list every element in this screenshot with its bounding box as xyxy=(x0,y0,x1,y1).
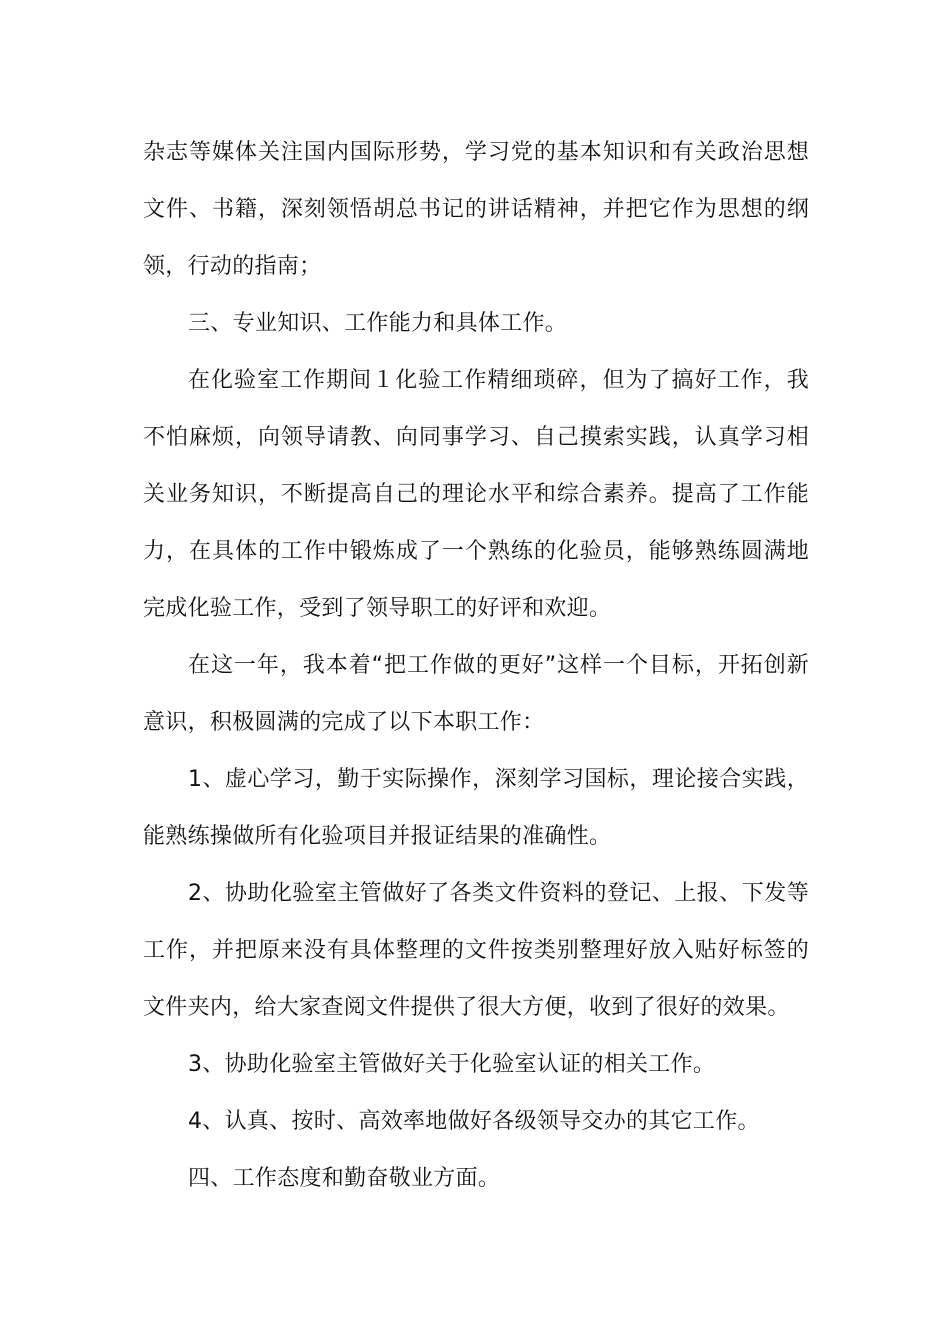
list-item-4: 4、认真、按时、高效率地做好各级领导交办的其它工作。 xyxy=(188,1109,760,1134)
section-heading-3: 三、专业知识、工作能力和具体工作。 xyxy=(188,311,568,336)
paragraph-lab-work: 在化验室工作期间１化验工作精细琐碎，但为了搞好工作，我不怕麻烦，向领导请教、向同事学习、自己摸索实践，认真学习相关业务知识，不断提高自己的理论水平和综合素养。提高了工作能力，在具体的工作中锻炼成了一个熟练的化验员，能够熟练圆满地完成化验工作，受到了领导职工的好评和欢迎。 xyxy=(143,368,809,621)
list-item-3: 3、协助化验室主管做好关于化验室认证的相关工作。 xyxy=(188,1052,716,1077)
paragraph-year-goal: 在这一年，我本着“把工作做的更好”这样一个目标，开拓创新意识，积极圆满的完成了以下本职工作： xyxy=(143,653,809,735)
section-heading-4: 四、工作态度和勤奋敬业方面。 xyxy=(188,1166,501,1191)
paragraph-continuation: 杂志等媒体关注国内国际形势，学习党的基本知识和有关政治思想文件、书籍，深刻领悟胡总书记的讲话精神，并把它作为思想的纲领，行动的指南； xyxy=(143,140,809,279)
document-body xyxy=(143,124,809,1207)
list-item-1: 1、虚心学习，勤于实际操作，深刻学习国标，理论接合实践，能熟练操做所有化验项目并报证结果的准确性。 xyxy=(143,767,809,849)
list-item-2: 2、协助化验室主管做好了各类文件资料的登记、上报、下发等工作，并把原来没有具体整理的文件按类别整理好放入贴好标签的文件夹内，给大家查阅文件提供了很大方便，收到了很好的效果。 xyxy=(143,881,809,1020)
